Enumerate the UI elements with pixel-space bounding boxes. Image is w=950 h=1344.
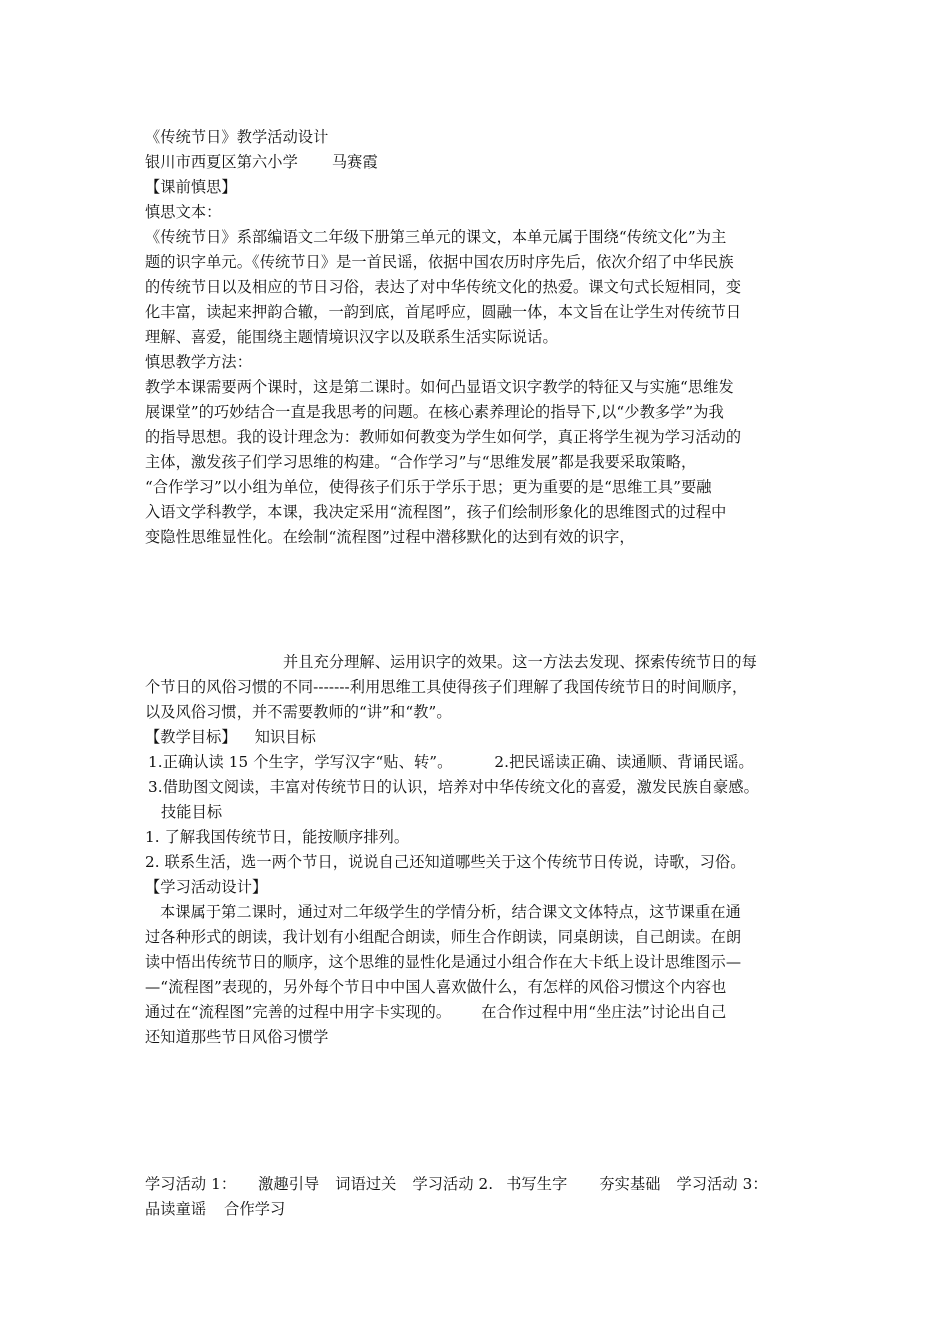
- text-paragraph-line: 题的识字单元。《传统节日》是一首民谣，依据中国农历时序先后，依次介绍了中华民族: [145, 253, 734, 271]
- skill-item: 2. 联系生活，选一两个节日，说说自己还知道哪些关于这个传统节日传说，诗歌，习俗。: [145, 853, 746, 871]
- goal-item: 3.借助图文阅读，丰富对传统节日的认识，培养对中华传统文化的喜爱，激发民族自豪感。: [148, 778, 759, 796]
- author-line: [145, 150, 378, 175]
- skill-item: 1. 了解我国传统节日，能按顺序排列。: [145, 828, 410, 846]
- continued-paragraph-line: 以及风俗习惯，并不需要教师的“讲”和“教”。: [145, 703, 452, 721]
- activity-heading: 【学习活动设计】: [145, 878, 268, 896]
- activity-paragraph-line: 读中悟出传统节日的顺序，这个思维的显性化是通过小组合作在大卡纸上设计思维图示—: [145, 953, 742, 971]
- activity-label: 学习活动 3：: [676, 1175, 768, 1193]
- text-paragraph-line: 《传统节日》系部编语文二年级下册第三单元的课文，本单元属于围绕“传统文化”为主: [145, 228, 727, 246]
- activity-label: 品读童谣: [145, 1200, 207, 1218]
- goal-item: 2.把民谣读正确、读通顺、背诵民谣。: [494, 753, 754, 771]
- activities-line: [145, 1172, 768, 1197]
- document-title: 《传统节日》教学活动设计: [145, 128, 329, 146]
- activity-paragraph-line: [145, 1000, 726, 1025]
- text-heading: 慎思文本：: [145, 203, 222, 221]
- method-paragraph-line: 教学本课需要两个课时，这是第二课时。如何凸显语文识字教学的特征又与实施“思维发: [145, 378, 734, 396]
- text-paragraph-line: 理解、喜爱，能围绕主题情境识汉字以及联系生活实际说话。: [145, 328, 558, 346]
- activity-sentence: 在合作过程中用“坐庄法”讨论出自己: [481, 1003, 727, 1021]
- method-paragraph-line: 变隐性思维显性化。在绘制“流程图”过程中潜移默化的达到有效的识字，: [145, 528, 635, 546]
- method-paragraph-line: 主体，激发孩子们学习思维的构建。“合作学习”与“思维发展”都是我要采取策略，: [145, 453, 697, 471]
- method-paragraph-line: 展课堂”的巧妙结合一直是我思考的问题。在核心素养理论的指导下,以“少教多学”为我: [145, 403, 724, 421]
- goals-heading-line: [145, 725, 316, 750]
- activity-label: 夯实基础: [599, 1175, 661, 1193]
- method-paragraph-line: 入语文学科教学，本课，我决定采用“流程图”，孩子们绘制形象化的思维图式的过程中: [145, 503, 727, 521]
- author-school: 银川市西夏区第六小学: [145, 153, 298, 171]
- activity-paragraph-line: 过各种形式的朗读，我计划有小组配合朗读，师生合作朗读，同桌朗读，自己朗读。在朗: [145, 928, 742, 946]
- text-paragraph-line: 的传统节日以及相应的节日习俗，表达了对中华传统文化的热爱。课文句式长短相同，变: [145, 278, 742, 296]
- continued-paragraph-line: 并且充分理解、运用识字的效果。这一方法去发现、探索传统节日的每: [283, 653, 757, 671]
- goal-item: 1.正确认读 15 个生字，学写汉字“贴、转”。: [148, 753, 453, 771]
- activity-label: 激趣引导: [258, 1175, 320, 1193]
- activity-paragraph-line: 还知道那些节日风俗习惯学: [145, 1028, 329, 1046]
- goal-line: [148, 750, 754, 775]
- skill-goal-label: 技能目标: [161, 803, 223, 821]
- text-paragraph-line: 化丰富，读起来押韵合辙，一韵到底，首尾呼应，圆融一体，本文旨在让学生对传统节日: [145, 303, 742, 321]
- goals-heading: 【教学目标】: [145, 728, 237, 746]
- activity-paragraph-line: 本课属于第二课时，通过对二年级学生的学情分析，结合课文文体特点，这节课重在通: [160, 903, 741, 921]
- activity-label: 词语过关: [335, 1175, 397, 1193]
- activity-label: 书写生字: [506, 1175, 568, 1193]
- method-paragraph-line: “合作学习”以小组为单位，使得孩子们乐于学乐于思；更为重要的是“思维工具”要融: [145, 478, 712, 496]
- activity-label: 学习活动 2.: [412, 1175, 494, 1193]
- method-heading: 慎思教学方法：: [145, 353, 253, 371]
- activity-sentence: 通过在“流程图”完善的过程中用字卡实现的。: [145, 1003, 452, 1021]
- knowledge-goal-label: 知识目标: [254, 728, 316, 746]
- method-paragraph-line: 的指导思想。我的设计理念为：教师如何教变为学生如何学，真正将学生视为学习活动的: [145, 428, 742, 446]
- activities-line: [145, 1197, 285, 1222]
- author-name: 马赛霞: [331, 153, 378, 171]
- section-pre-heading: 【课前慎思】: [145, 178, 237, 196]
- activity-label: 合作学习: [224, 1200, 286, 1218]
- activity-label: 学习活动 1：: [145, 1175, 237, 1193]
- continued-paragraph-line: 个节日的风俗习惯的不同-------利用思维工具使得孩子们理解了我国传统节日的时间顺序，: [145, 678, 748, 696]
- activity-paragraph-line: —“流程图”表现的，另外每个节日中中国人喜欢做什么，有怎样的风俗习惯这个内容也: [145, 978, 727, 996]
